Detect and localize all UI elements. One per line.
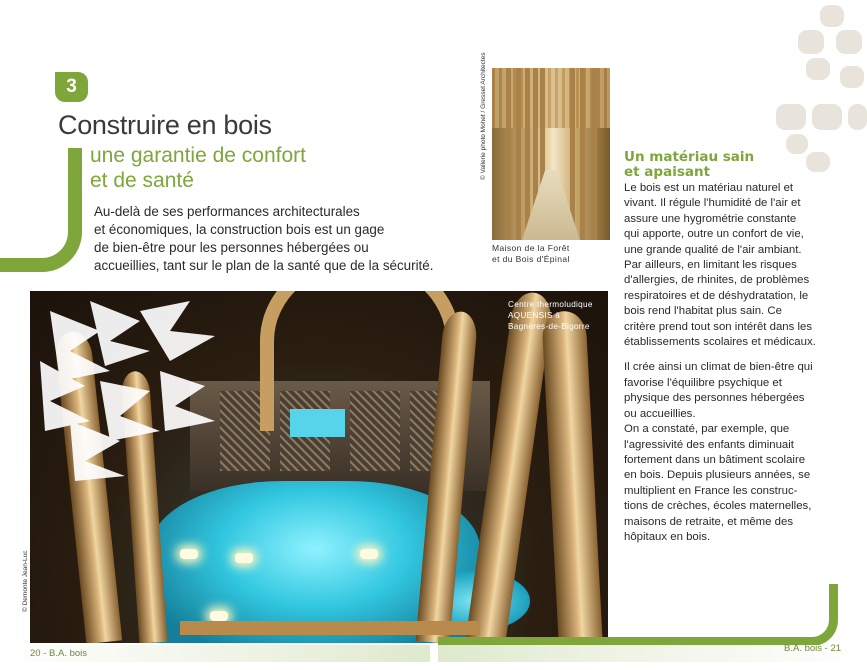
corridor-photo	[492, 68, 610, 240]
pool-photo-caption	[508, 299, 593, 332]
body-line: d'allergies, de rhinites, de problèmes	[624, 274, 810, 287]
body-line: vivant. Il régule l'humidité de l'air et	[624, 197, 801, 210]
page-subtitle	[90, 143, 306, 193]
chapter-number: 3	[66, 76, 77, 97]
body-line: multiplient en France les construc-	[624, 484, 798, 497]
intro-line: et économiques, la construction bois est un gage	[94, 222, 385, 237]
body-line: On a constaté, par exemple, que	[624, 423, 790, 436]
caption-line: Bagnères-de-Bigorre	[508, 322, 590, 331]
left-green-bracket	[0, 148, 82, 272]
body-line: hôpitaux en bois.	[624, 530, 711, 543]
intro-line: Au-delà de ses performances architecturales	[94, 204, 360, 219]
body-line: maisons de retraite, et même des	[624, 515, 794, 528]
body-line: critère prend tout son intérêt dans les	[624, 320, 813, 333]
intro-paragraph	[94, 203, 434, 275]
page-title: Construire en bois	[58, 110, 272, 140]
caption-line: Centre thermoludique	[508, 300, 593, 309]
body-line: Le bois est un matériau naturel et	[624, 182, 794, 194]
body-line: ou accueillies.	[624, 407, 696, 420]
corridor-photo-caption	[492, 243, 570, 265]
article-title-line: Un matériau sain	[624, 149, 755, 165]
subtitle-line: et de santé	[90, 169, 194, 192]
body-line: respiratoires et de déshydratation, le	[624, 289, 809, 302]
page-number-right: B.A. bois - 21	[784, 643, 842, 654]
body-line: assure une hygrométrie constante	[624, 212, 797, 225]
pool-photo-credit: © Demonte Jean-Luc	[22, 550, 29, 612]
caption-line: AQUENSIS à	[508, 311, 561, 320]
article-title-line: et apaisant	[624, 164, 711, 180]
intro-line: accueillies, tant sur le plan de la santé que de la sécurité.	[94, 258, 434, 273]
page-number-left: 20 - B.A. bois	[30, 648, 88, 659]
caption-line: et du Bois d'Épinal	[492, 254, 570, 264]
intro-line: de bien-être pour les personnes hébergées ou	[94, 240, 369, 255]
body-line: qui apporte, outre un confort de vie,	[624, 228, 804, 241]
leaf-overlay-icon	[30, 291, 240, 491]
body-line: bois rend l'habitat plus sain. Ce	[624, 305, 782, 318]
body-line: physique des personnes hébergées	[624, 392, 805, 405]
body-line: tions de crèches, écoles maternelles,	[624, 500, 812, 513]
body-line: favorise l'équilibre psychique et	[624, 376, 782, 389]
right-green-bracket	[438, 584, 838, 646]
corridor-photo-credit: © Vallerie photo Mohet / Gresset Architectes	[480, 52, 487, 180]
body-line: fortement dans un bâtiment scolaire	[624, 453, 806, 466]
chapter-badge	[55, 72, 88, 102]
body-line: établissements scolaires et médicaux.	[624, 336, 816, 349]
body-line: Par ailleurs, en limitant les risques	[624, 259, 797, 272]
caption-line: Maison de la Forêt	[492, 243, 570, 253]
body-line: en bois. Depuis plusieurs années, se	[624, 469, 811, 482]
article-title	[624, 150, 754, 180]
article-body	[624, 181, 838, 545]
body-line: l'agressivité des enfants diminuait	[624, 438, 794, 451]
subtitle-line: une garantie de confort	[90, 144, 306, 167]
body-line: Il crée ainsi un climat de bien-être qui	[624, 361, 813, 374]
body-line: une grande qualité de l'air ambiant.	[624, 243, 802, 256]
